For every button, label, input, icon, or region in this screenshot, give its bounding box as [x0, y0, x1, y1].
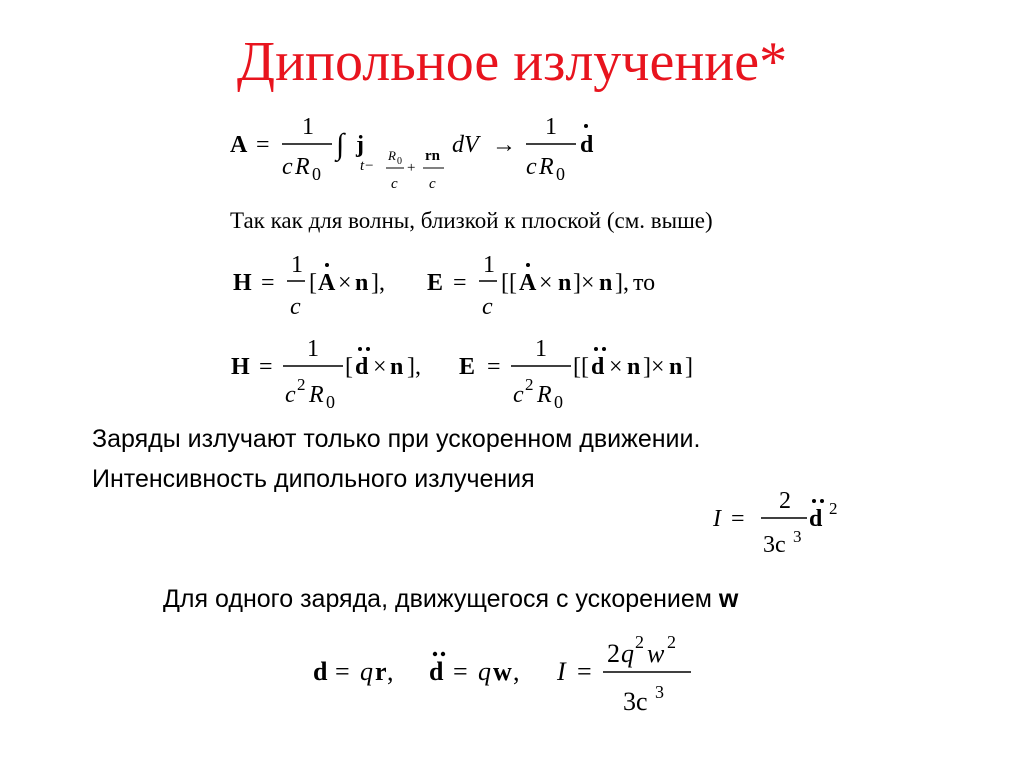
- f2-rb2: ],: [615, 270, 629, 296]
- text-intensity: Интенсивность дипольного излучения: [92, 465, 535, 493]
- f3-d: d: [355, 354, 369, 380]
- formula-single-charge: [305, 628, 705, 724]
- f5-r: r: [375, 657, 387, 686]
- text-single-charge-prefix: Для одного заряда, движущегося с ускорением: [163, 585, 719, 613]
- f1-j: j: [356, 132, 364, 158]
- f3-lb2: [[: [573, 354, 589, 380]
- f5-I: I: [557, 657, 566, 686]
- f5-den-exp: 3: [655, 682, 664, 702]
- f5-q: q: [360, 657, 373, 686]
- f3-times: ×: [373, 354, 387, 380]
- f4-den: 3c: [763, 532, 786, 558]
- f5-num-q: q: [621, 639, 634, 668]
- f4-den-exp: 3: [793, 527, 802, 546]
- f4-I: I: [713, 506, 721, 532]
- f2-mid: ]×: [573, 270, 595, 296]
- f2-n: n: [355, 270, 369, 296]
- f3-num2: 1: [535, 336, 547, 362]
- f1-num2: 1: [545, 114, 557, 140]
- f3-mid: ]×: [643, 354, 665, 380]
- f5-comma1: ,: [387, 657, 394, 686]
- f4-exp: 2: [829, 499, 838, 518]
- f3-n3: n: [669, 354, 683, 380]
- slide-title: Дипольное излучение*: [236, 31, 788, 93]
- f1-arrow: →: [492, 132, 516, 158]
- f2-eq: =: [261, 270, 275, 296]
- f3-n: n: [390, 354, 404, 380]
- f5-q2: q: [478, 657, 491, 686]
- f5-num-2: 2: [607, 639, 620, 668]
- f1-num: 1: [302, 114, 314, 140]
- formula-fields-d: [225, 330, 725, 414]
- f1-sub-R0: 0: [397, 156, 402, 167]
- f2-rb: ],: [371, 270, 385, 296]
- f2-n2: n: [558, 270, 572, 296]
- f1-sub-plus: +: [407, 160, 416, 176]
- f2-num: 1: [291, 252, 303, 278]
- f5-num-wexp: 2: [667, 632, 676, 652]
- f3-den2-c: c: [513, 382, 524, 408]
- f5-eq: =: [335, 657, 350, 686]
- f5-d: d: [313, 657, 328, 686]
- f5-w: w: [493, 657, 512, 686]
- f1-eq: =: [256, 132, 270, 158]
- f5-num-w: w: [647, 639, 665, 668]
- f3-den2-sub: 0: [554, 392, 563, 412]
- f2-times: ×: [338, 270, 352, 296]
- f2-times2: ×: [539, 270, 553, 296]
- f1-den2-c: c: [526, 154, 537, 180]
- text-single-charge: [163, 584, 738, 614]
- f3-den2-exp: 2: [525, 375, 534, 394]
- f3-d2: d: [591, 354, 605, 380]
- f2-lb: [: [309, 270, 317, 296]
- f3-rb2: ]: [685, 354, 693, 380]
- f1-sub-rn: rn: [425, 148, 440, 164]
- f3-rb: ],: [407, 354, 421, 380]
- f2-lb2: [[: [501, 270, 517, 296]
- f2-num2: 1: [483, 252, 495, 278]
- f5-num-qexp: 2: [635, 632, 644, 652]
- f1-den-c: c: [282, 154, 293, 180]
- f2-H: H: [233, 270, 252, 296]
- f1-den2-sub: 0: [556, 164, 565, 184]
- f3-H: H: [231, 354, 250, 380]
- f1-A: A: [230, 132, 248, 158]
- f2-den: c: [290, 294, 301, 320]
- f3-E: E: [459, 354, 476, 380]
- f3-eq2: =: [487, 354, 501, 380]
- f4-eq: =: [731, 506, 745, 532]
- f5-comma2: ,: [513, 657, 520, 686]
- f3-times2: ×: [609, 354, 623, 380]
- f5-d2: d: [429, 657, 444, 686]
- text-plane-wave: Так как для волны, близкой к плоской (см. выше): [230, 208, 713, 233]
- f4-d: d: [809, 506, 823, 532]
- f2-eq2: =: [453, 270, 467, 296]
- f2-den2: c: [482, 294, 493, 320]
- text-single-charge-w: w: [718, 585, 739, 613]
- f3-n2: n: [627, 354, 641, 380]
- f3-den-sub: 0: [326, 392, 335, 412]
- f5-eq3: =: [577, 657, 592, 686]
- f3-den-exp: 2: [297, 375, 306, 394]
- formula-fields-A: [225, 248, 695, 324]
- f3-den-c: c: [285, 382, 296, 408]
- f1-dV: dV: [452, 132, 479, 158]
- f2-E: E: [427, 270, 444, 296]
- f1-sub-c2: c: [429, 176, 436, 192]
- formula-intensity: [705, 480, 855, 564]
- f5-eq2: =: [453, 657, 468, 686]
- f1-sub-t: t−: [360, 158, 375, 174]
- f1-d: d: [580, 132, 594, 158]
- f2-A2: A: [519, 270, 537, 296]
- f3-num: 1: [307, 336, 319, 362]
- f3-lb: [: [345, 354, 353, 380]
- f3-den2-R: R: [537, 382, 552, 408]
- f2-to: то: [633, 270, 656, 296]
- f1-integral: ∫: [336, 128, 345, 161]
- f3-den-R: R: [309, 382, 324, 408]
- f1-sub-R: R: [388, 148, 396, 163]
- f5-den: 3c: [623, 687, 648, 716]
- f1-sub-c1: c: [391, 176, 398, 192]
- f4-num: 2: [779, 488, 791, 514]
- f3-eq: =: [259, 354, 273, 380]
- text-accelerated: Заряды излучают только при ускоренном движении.: [92, 425, 701, 453]
- f1-den2-R: R: [539, 154, 554, 180]
- f2-A: A: [318, 270, 336, 296]
- formula-vector-potential: [220, 110, 620, 200]
- f1-den-sub: 0: [312, 164, 321, 184]
- f1-den-R: R: [295, 154, 310, 180]
- f2-n3: n: [599, 270, 613, 296]
